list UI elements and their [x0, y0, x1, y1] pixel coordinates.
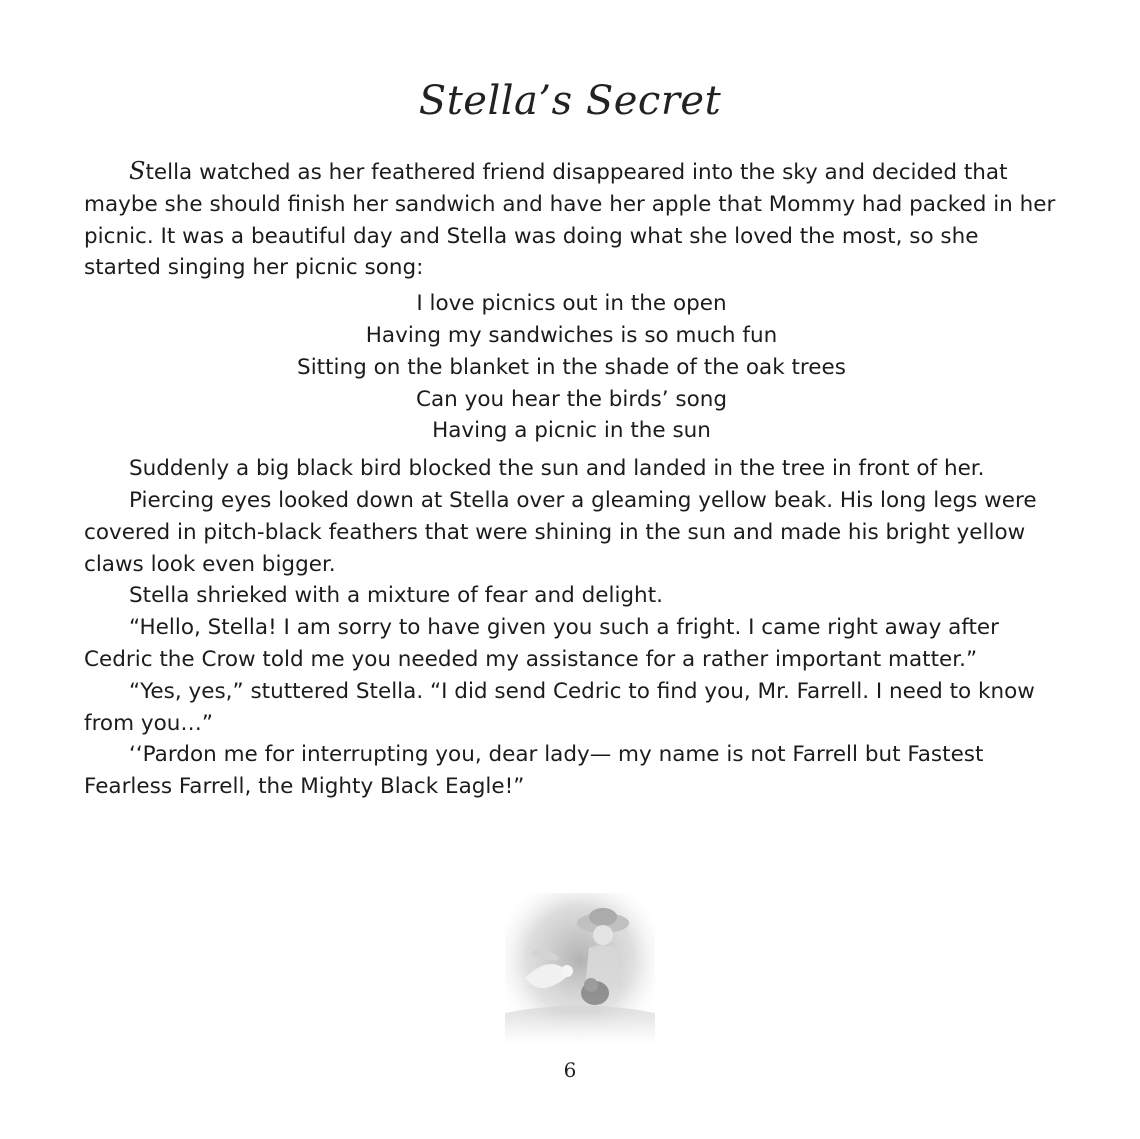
song-line: Sitting on the blanket in the shade of the oak trees	[297, 354, 846, 380]
story-paragraph: Suddenly a big black bird blocked the sun and landed in the tree in front of her.	[129, 456, 985, 482]
story-paragraph: Stella shrieked with a mixture of fear and delight.	[129, 583, 663, 609]
story-paragraph: ‘‘Pardon me for interrupting you, dear lady— my name is not Farrell but Fastest Fearless Farrell, the Mighty Black Eagle!”	[84, 742, 984, 800]
story-text	[84, 156, 1059, 803]
chapter-title: Stella’s Secret	[418, 78, 722, 124]
story-paragraph: Piercing eyes looked down at Stella over a gleaming yellow beak. His long legs were covered in pitch-black feathers that were shining in the sun and made his bright yellow claws look even bigger.	[84, 487, 1037, 577]
song-line: Having a picnic in the sun	[432, 418, 711, 444]
page-number: 6	[563, 1058, 577, 1082]
picnic-song	[84, 284, 1059, 453]
drop-cap: S	[129, 157, 146, 185]
opening-paragraph-text: tella watched as her feathered friend disappeared into the sky and decided that maybe she should finish her sandwich and have her apple that Mommy had packed in her picnic. It was a beautiful day and Stella was doing what she loved the most, so she started singing her picnic song:	[84, 160, 1056, 281]
song-line: Having my sandwiches is so much fun	[365, 322, 778, 348]
song-line: I love picnics out in the open	[416, 291, 727, 317]
vignette-illustration	[505, 893, 655, 1043]
story-paragraph: “Hello, Stella! I am sorry to have given you such a fright. I came right away after Cedric the Crow told me you needed my assistance for a rather important matter.”	[84, 615, 999, 672]
opening-paragraph	[84, 156, 1059, 284]
story-paragraph: “Yes, yes,” stuttered Stella. “I did send Cedric to find you, Mr. Farrell. I need to know from you…”	[84, 678, 1035, 736]
song-line: Can you hear the birds’ song	[415, 386, 728, 412]
